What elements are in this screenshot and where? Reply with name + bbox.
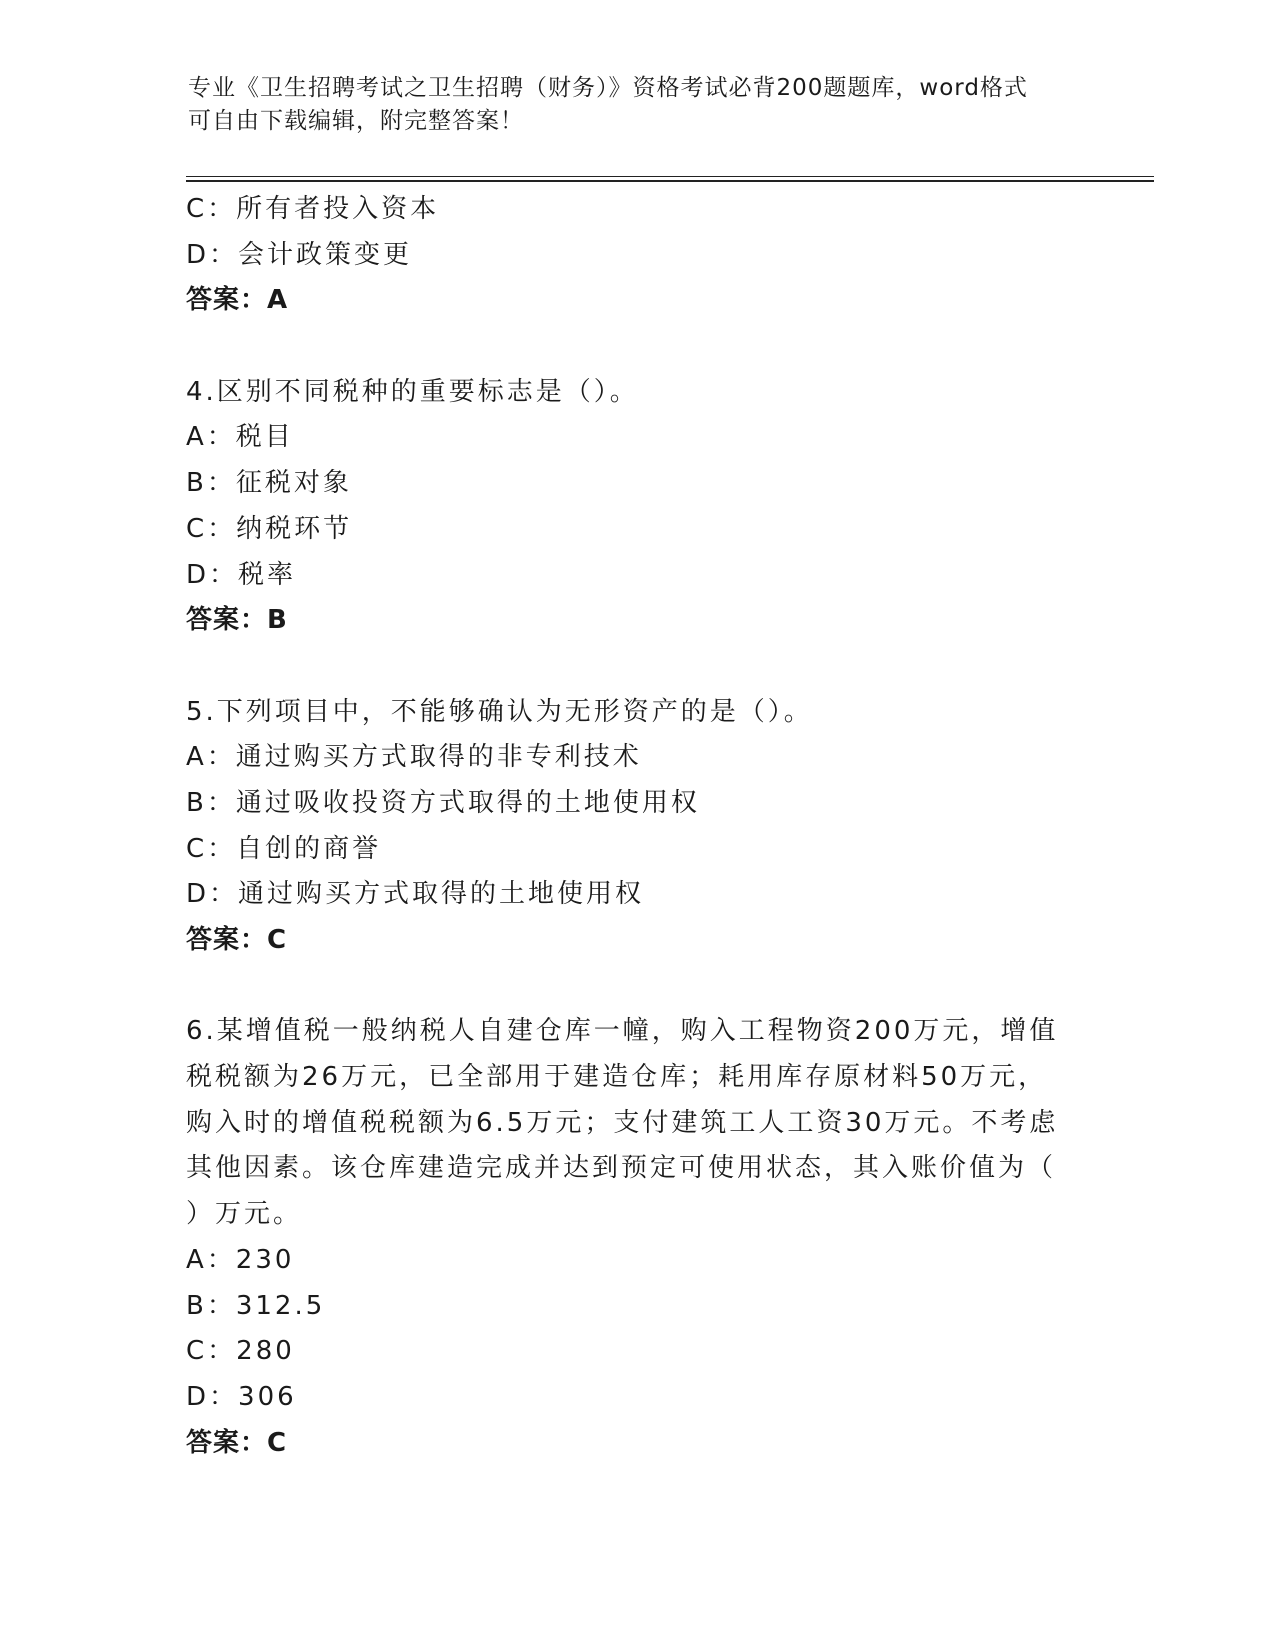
spacer (186, 964, 1086, 1010)
question-6 (186, 1009, 1086, 1466)
answer-label: 答案：C (186, 1427, 288, 1458)
option-b: B：征税对象 (186, 468, 352, 499)
question-stem-line-1: 6.某增值税一般纳税人自建仓库一幢，购入工程物资200万元，增值 (186, 1016, 1059, 1047)
option-a: A：通过购买方式取得的非专利技术 (186, 742, 642, 773)
question-4 (186, 370, 1086, 644)
document-header (188, 72, 1088, 138)
option-c: C：自创的商誉 (186, 833, 382, 864)
header-divider-thin (186, 176, 1154, 177)
option-d: D：306 (186, 1381, 297, 1412)
option-c: C：280 (186, 1336, 295, 1367)
question-stem: 4.区别不同税种的重要标志是（）。 (186, 376, 639, 407)
question-stem-line-2: 税税额为26万元，已全部用于建造仓库；耗用库存原材料50万元， (186, 1062, 1048, 1093)
header-divider-thick (186, 180, 1154, 182)
answer-label: 答案：B (186, 605, 288, 636)
option-c: C：纳税环节 (186, 513, 353, 544)
spacer (186, 644, 1086, 690)
option-a: A：税目 (186, 422, 294, 453)
header-line-1: 专业《卫生招聘考试之卫生招聘（财务）》资格考试必背200题题库，word格式 (188, 75, 1028, 101)
option-b: B：312.5 (186, 1290, 326, 1321)
answer-label: 答案：C (186, 925, 288, 955)
question-stem: 5.下列项目中，不能够确认为无形资产的是（）。 (186, 696, 813, 727)
question-stem-line-3: 购入时的增值税税额为6.5万元；支付建筑工人工资30万元。不考虑 (186, 1107, 1059, 1138)
option-d: D：通过购买方式取得的土地使用权 (186, 879, 645, 910)
question-stem-line-4: 其他因素。该仓库建造完成并达到预定可使用状态，其入账价值为（ (186, 1153, 1057, 1184)
answer-label: 答案：A (186, 285, 289, 316)
spacer (186, 324, 1086, 370)
option-d: D：会计政策变更 (186, 239, 413, 270)
option-a: A：230 (186, 1244, 295, 1275)
question-list (186, 187, 1086, 1466)
option-d: D：税率 (186, 559, 297, 590)
question-5 (186, 690, 1086, 964)
question-3 (186, 187, 1086, 324)
option-b: B：通过吸收投资方式取得的土地使用权 (186, 787, 700, 818)
question-stem-line-5: ）万元。 (186, 1199, 303, 1230)
option-c: C：所有者投入资本 (186, 194, 440, 224)
header-line-2: 可自由下载编辑，附完整答案！ (188, 108, 524, 134)
